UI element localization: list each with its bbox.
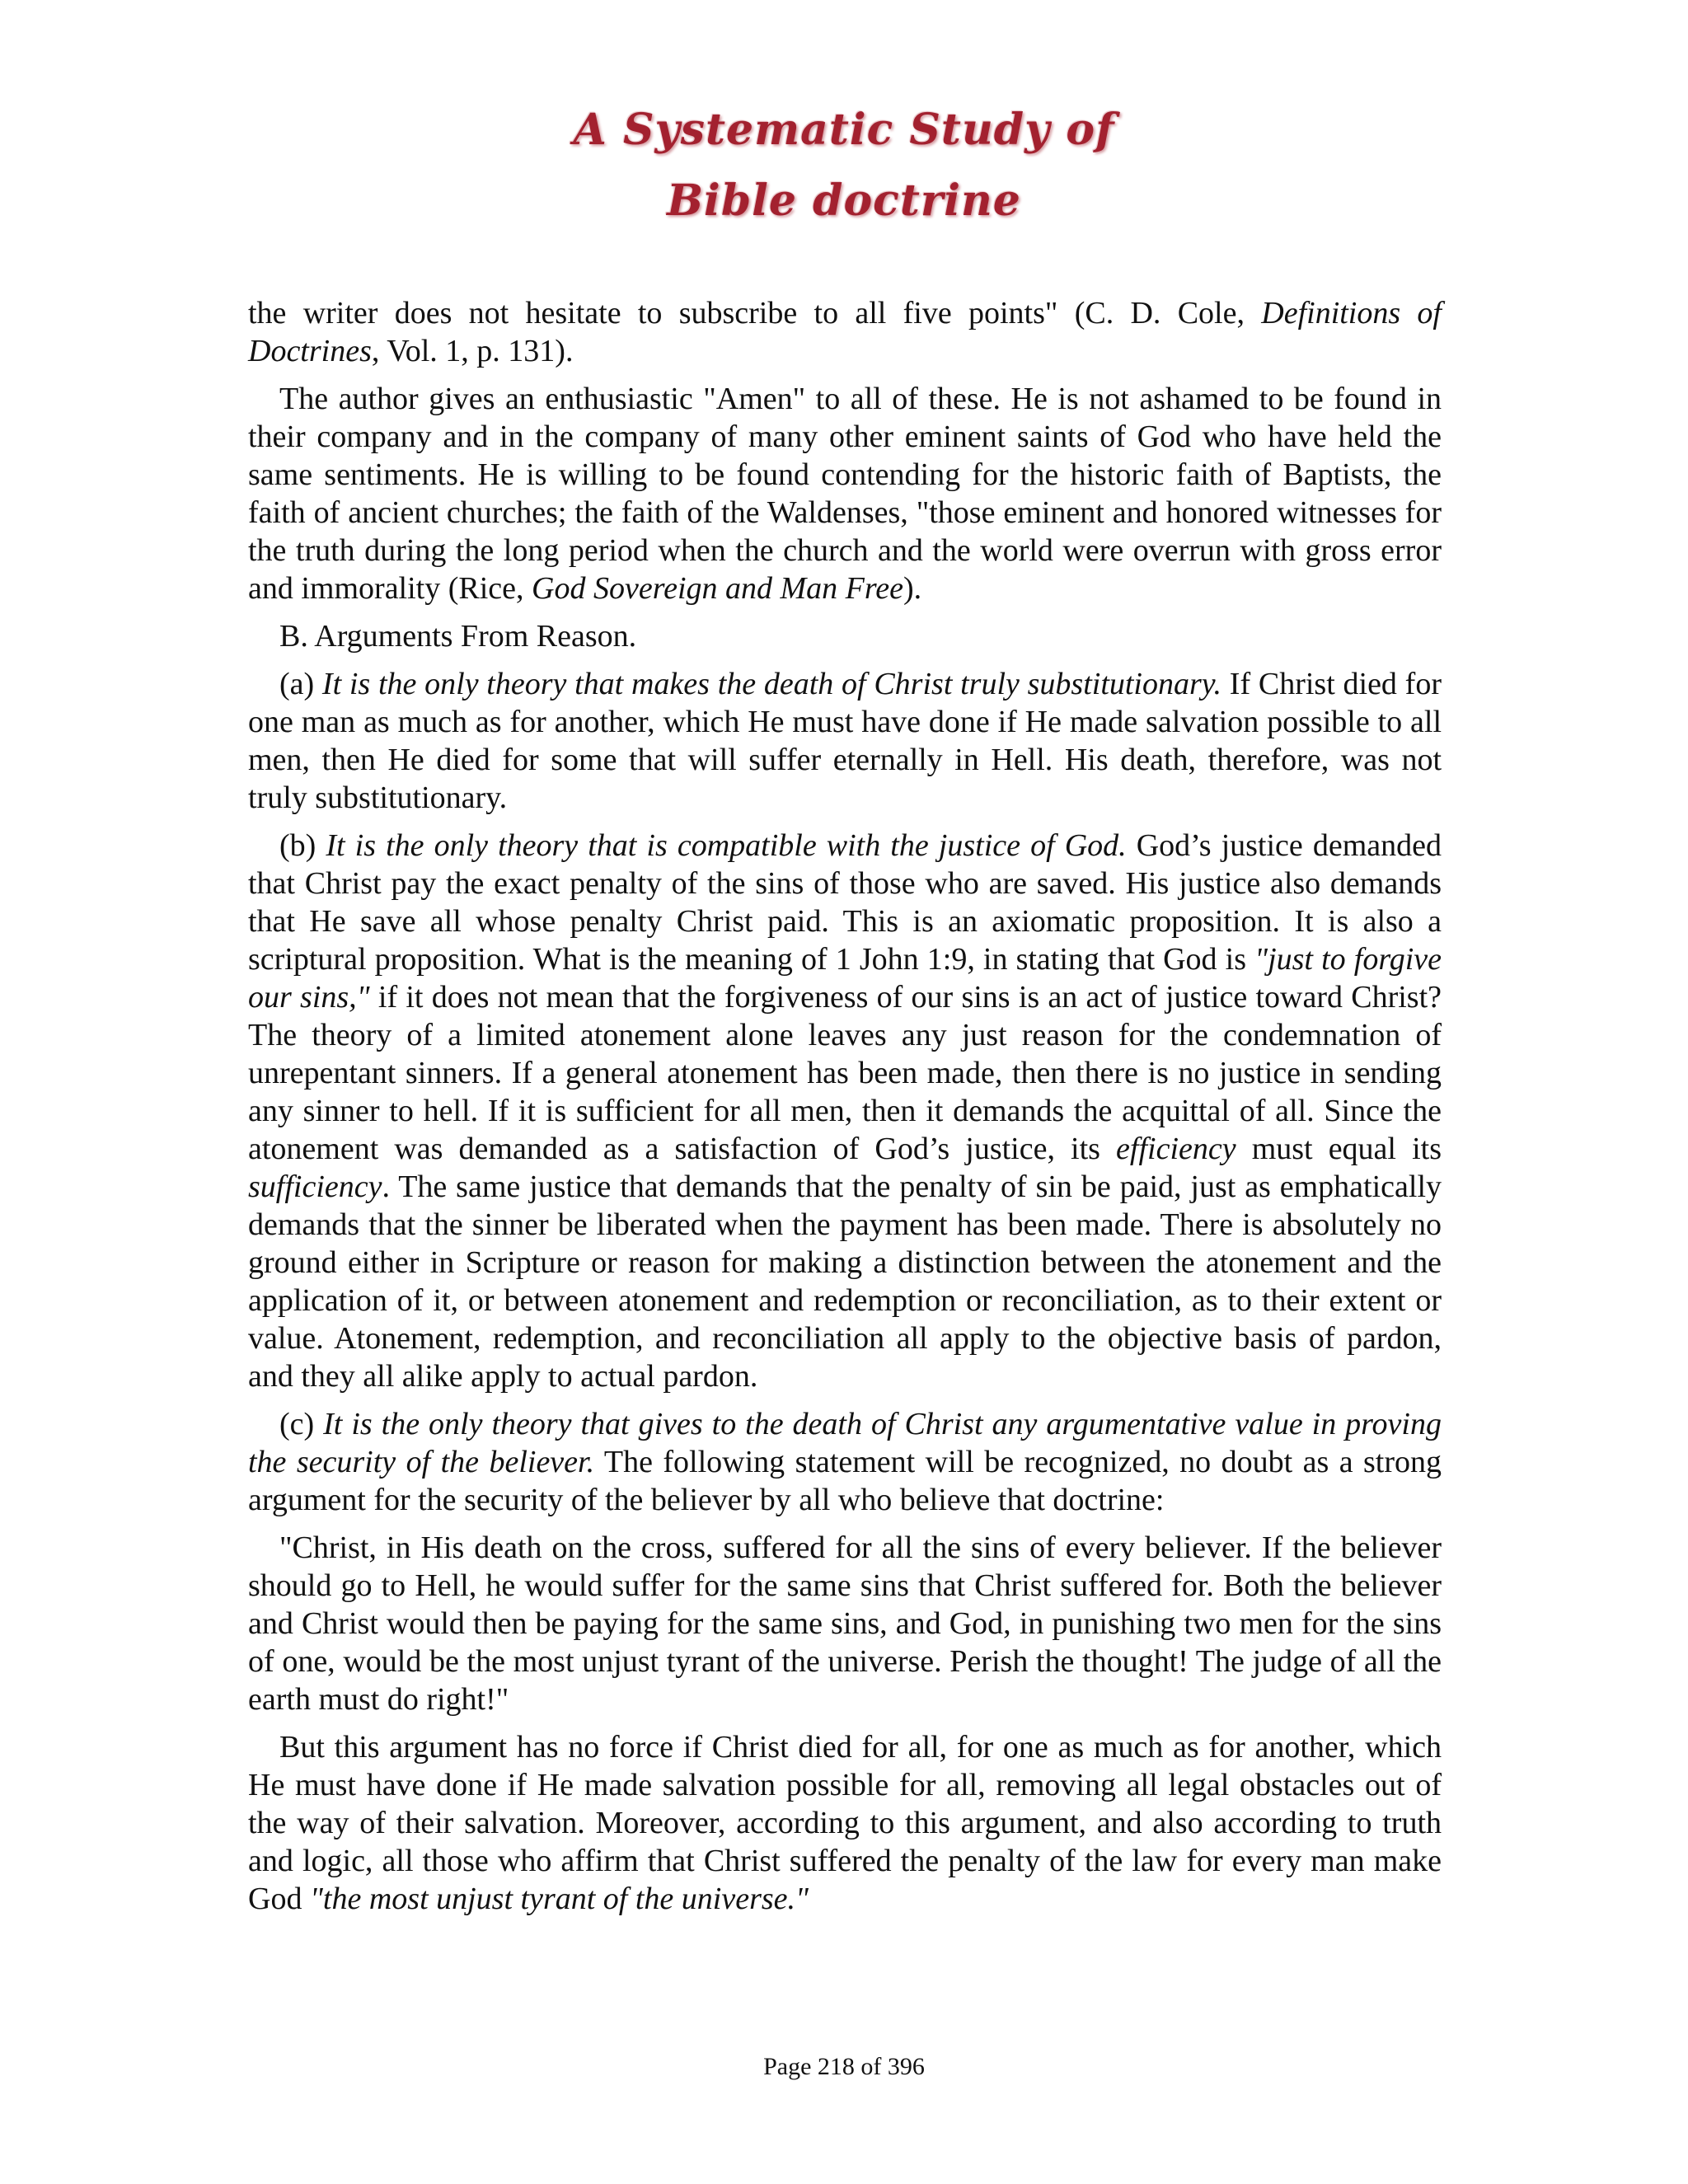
text-run: , Vol. 1, p. 131). [371,334,574,368]
text-run: . The same justice that demands that the penalty of sin be paid, just as emphatically demands that the sinner be liberated when the payment has been made. There is absolutely no ground either in Scripture or reason for making a distinction between the atonement and the application of it, or between atonement and redemption or reconciliation, as to their extent or value. Atonement, redemption, and reconciliation all apply to the objective basis of pardon, and they all alike apply to actual pardon. [248,1169,1442,1394]
italic-quote: "the most unjust tyrant of the universe." [309,1882,809,1916]
page-header [0,95,1688,237]
text-run: ). [903,571,922,606]
text-run: God’s justice demanded that Christ pay the exact penalty of the sins of those who are saved. His justice also demands that He save all whose penalty Christ paid. This is an axiomatic proposition. It is also a scriptural proposition. What is the meaning of 1 John 1:9, in stating that God is [248,828,1442,977]
paragraph-argument-a [248,665,1442,817]
italic-quote: "just to forgive our sins," [248,942,1442,1015]
text-run: if it does not mean that the forgiveness of our sins is an act of justice toward Christ? The theory of a limited atonement alone leaves any just reason for the condemnation of unrepentant sinners. If a general atonement has been made, then there is no justice in sending any sinner to hell. If it is sufficient for all men, then it demands the acquittal of all. Since the atonement was demanded as a satisfaction of God’s justice, its [248,980,1442,1166]
italic-book-title: Definitions of Doctrines [248,296,1442,368]
text-run: The author gives an enthusiastic "Amen" to all of these. He is not ashamed to be found in their company and in the company of many other eminent saints of God who have held the same sentiments. He is willing to be found contending for the historic faith of Baptists, the faith of ancient churches; the faith of the Waldenses, "those eminent and honored witnesses for the truth during the long period when the church and the world were overrun with gross error and immorality (Rice, [248,382,1442,606]
document-body [248,294,1442,1928]
text-run: B. Arguments From Reason. [279,619,637,654]
title-line-1: A Systematic Study of [573,105,1115,155]
text-run: But this argument has no force if Christ died for all, for one as much as for another, which He must have done if He made salvation possible for all, removing all legal obstacles out of the way of their salvation. Moreover, according to this argument, and also according to truth and logic, all those who affirm that Christ suffered the penalty of the law for every man make God [248,1730,1442,1916]
italic-book-title: God Sovereign and Man Free [532,571,903,606]
paragraph-argument-c [248,1405,1442,1519]
paragraph-author-amen [248,380,1442,607]
text-run: must equal its [1236,1132,1442,1166]
italic-term: efficiency [1116,1132,1236,1166]
text-run: (a) [279,667,322,701]
paragraph-argument-b [248,827,1442,1395]
text-run: (b) [279,828,326,863]
text-run: the writer does not hesitate to subscribe to all five points" (C. D. Cole, [248,296,1262,330]
paragraph-cole-quote-end [248,294,1442,370]
paragraph-security-quote [248,1529,1442,1718]
title-line-2: Bible doctrine [667,176,1021,226]
italic-thesis: It is the only theory that makes the death of Christ truly substitutionary. [321,667,1222,701]
document-title-banner [0,95,1688,237]
italic-thesis: It is the only theory that gives to the death of Christ any argumentative value in proving the security of the believer. [248,1407,1442,1479]
page-footer [0,2052,1688,2082]
text-run: The following statement will be recognized, no doubt as a strong argument for the security of the believer by all who believe that doctrine: [248,1445,1442,1517]
text-run: (c) [279,1407,324,1441]
italic-term: sufficiency [248,1169,382,1204]
section-heading-arguments-from-reason [248,617,1442,655]
italic-thesis: It is the only theory that is compatible with the justice of God. [326,828,1127,863]
paragraph-rebuttal [248,1728,1442,1918]
text-run: If Christ died for one man as much as for another, which He must have done if He made salvation possible to all men, then He died for some that will suffer eternally in Hell. His death, therefore, was not truly substitutionary. [248,667,1442,815]
text-run: "Christ, in His death on the cross, suffered for all the sins of every believer. If the believer should go to Hell, he would suffer for the same sins that Christ suffered for. Both the believer and Christ would then be paying for the same sins, and God, in punishing two men for the sins of one, would be the most unjust tyrant of the universe. Perish the thought! The judge of all the earth must do right!" [248,1530,1442,1717]
page-number: Page 218 of 396 [763,2053,925,2080]
